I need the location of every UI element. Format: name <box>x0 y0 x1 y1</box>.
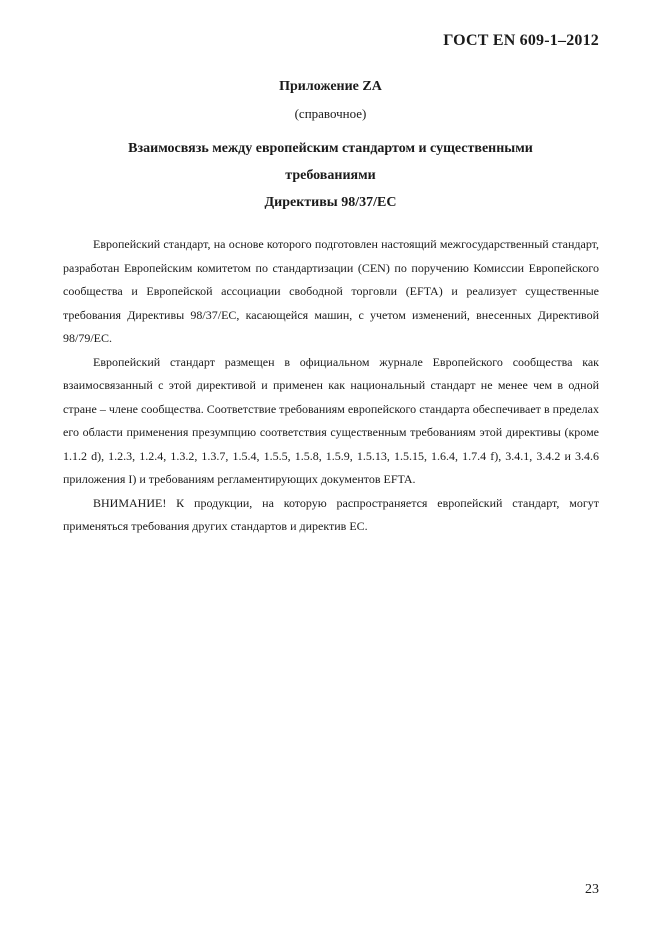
document-code: ГОСТ EN 609-1–2012 <box>443 32 599 49</box>
annex-title-line-2: требованиями <box>285 168 376 183</box>
paragraph-1: Европейский стандарт, на основе которого подготовлен настоящий межгосударственный стандарт, разработан Европейским комитетом по стандартизации (CEN) по поручению Комиссии Европейского сообщества и Европейской ассоциации свободной торговли (EFTA) и реализует существенные требования Директивы 98/37/ЕС, касающейся машин, с учетом изменений, внесенных Директивой 98/79/ЕС. <box>63 237 599 345</box>
paragraph-3: ВНИМАНИЕ! К продукции, на которую распространяется европейский стандарт, могут применяться требования других стандартов и директив ЕС. <box>63 495 599 533</box>
annex-title-line-1: Взаимосвязь между европейским стандартом и существенными <box>128 141 533 156</box>
annex-title-line-3: Директивы 98/37/ЕС <box>264 195 397 210</box>
annex-label: Приложение ZA <box>279 79 382 94</box>
page-number: 23 <box>585 882 599 897</box>
annex-reference-note: (справочное) <box>294 106 367 121</box>
body-text <box>63 233 599 539</box>
paragraph-2: Европейский стандарт размещен в официальном журнале Европейского сообщества как взаимосвязанный с этой директивой и применен как национальный стандарт не менее чем в одной стране – члене сообщества. Соответствие требованиям европейского стандарта обеспечивает в пределах его области применения презумпцию соответствия существенным требованиям этой директивы (кроме 1.1.2 d), 1.2.3, 1.2.4, 1.3.2, 1.3.7, 1.5.4, 1.5.5, 1.5.8, 1.5.9, 1.5.13, 1.5.15, 1.6.4, 1.7.4 f), 3.4.1, 3.4.2 и 3.4.6 приложения I) и требованиям регламентирующих документов EFTA. <box>63 354 599 486</box>
annex-title <box>0 135 661 216</box>
